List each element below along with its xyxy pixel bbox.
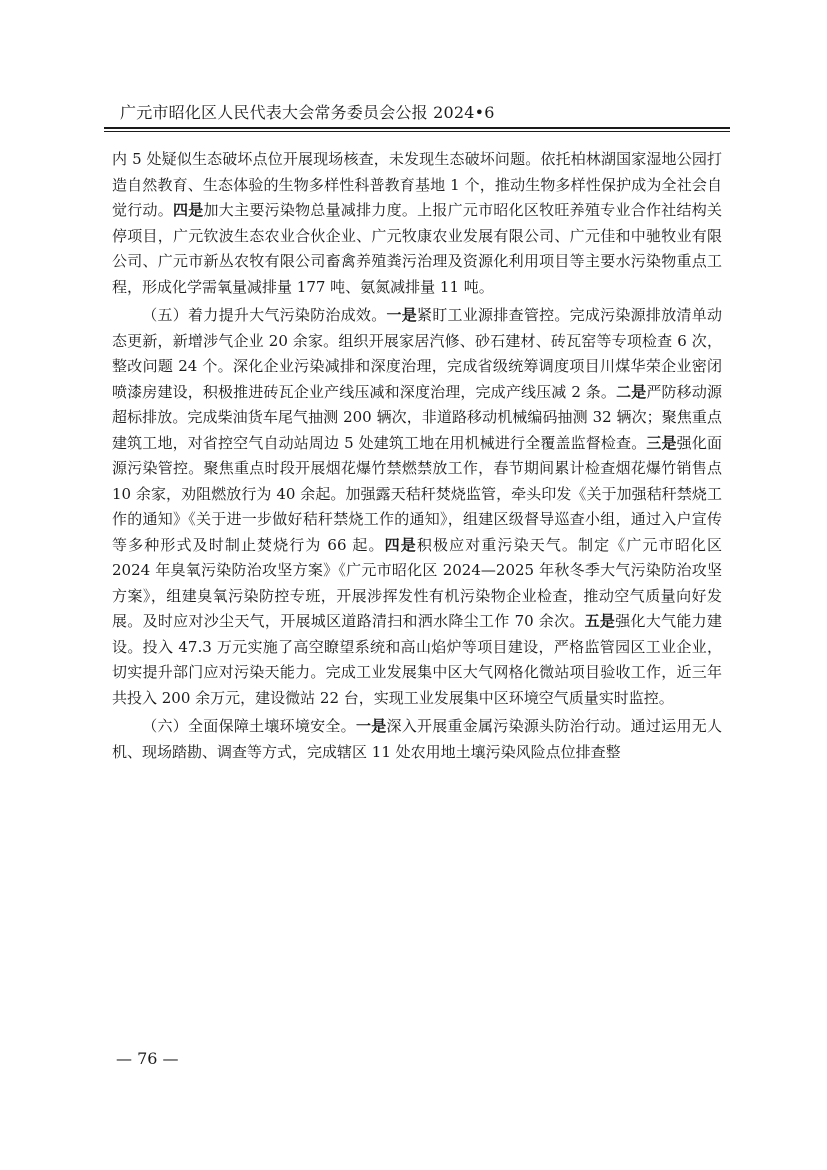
bold-marker-4: 四是 xyxy=(173,201,204,219)
text-segment: 严防移动源超标排放。完成柴油货车尾气抽测 200 辆次，非道路移动机械编码抽测 32 辆次；聚焦重点建筑工地，对省控空气自动站周边 5 处建筑工地在用机械进行全覆盖监督检查。 xyxy=(112,382,722,452)
page-header xyxy=(120,102,725,128)
text-segment: 内 5 处疑似生态破坏点位开展现场核查，未发现生态破坏问题。依托柏林湖国家湿地公园打造自然教育、生态体验的生物多样性科普教育基地 1 个，推动生物多样性保护成为全社会自觉行动。 xyxy=(112,150,722,219)
paragraph-section-6 xyxy=(112,714,722,765)
paragraph-continuation xyxy=(112,147,722,300)
text-segment: 加大主要污染物总量减排力度。上报广元市昭化区牧旺养殖专业合作社结构关停项目，广元钦波生态农业合伙企业、广元牧康农业发展有限公司、广元佳和中驰牧业有限公司、广元市新丛农牧有限公司畜禽养殖粪污治理及资源化利用项目等主要水污染物重点工程，形成化学需氧量减排量 177 吨、氨氮减排量 11 吨。 xyxy=(112,201,722,296)
text-segment: 积极应对重污染天气。制定《广元市昭化区 2024 年臭氧污染防治攻坚方案》《广元市昭化区 2024—2025 年秋冬季大气污染防治攻坚方案》，组建臭氧污染防控专班，开展涉挥发性有机污染物企业检查，推动空气质量向好发展。及时应对沙尘天气，开展城区道路清扫和洒水降尘工作 70 余次。 xyxy=(112,535,722,630)
page-number: — 76 — xyxy=(116,1049,179,1068)
section-heading-5: （五）着力提升大气污染防治成效。 xyxy=(142,306,387,324)
header-rule-thin xyxy=(104,131,730,132)
bold-marker-1: 一是 xyxy=(386,306,417,324)
bold-marker-3: 三是 xyxy=(646,433,677,452)
document-body xyxy=(112,147,722,765)
text-segment: 强化大气能力建设。投入 47.3 万元实施了高空瞭望系统和高山焰炉等项目建设，严格监管园区工业企业，切实提升部门应对污染天能力。完成工业发展集中区大气网格化微站项目验收工作，近三年共投入 200 余万元，建设微站 22 台，实现工业发展集中区环境空气质量实时监控。 xyxy=(112,612,722,707)
text-segment: 紧盯工业源排查管控。完成污染源排放清单动态更新，新增涉气企业 20 余家。组织开展家居汽修、砂石建材、砖瓦窑等专项检查 6 次，整改问题 24 个。深化企业污染减排和深度治理，完成省级统筹调度项目川煤华荣企业密闭喷漆房建设，积极推进砖瓦企业产线压减和深度治理，完成产线压减 2 条。 xyxy=(112,306,722,401)
text-segment: 深入开展重金属污染源头防治行动。通过运用无人机、现场踏勘、调查等方式，完成辖区 11 处农用地土壤污染风险点位排查整 xyxy=(112,717,722,761)
bold-marker-4: 四是 xyxy=(384,535,417,554)
section-heading-6: （六）全面保障土壤环境安全。 xyxy=(142,717,356,735)
bold-marker-1: 一是 xyxy=(355,717,387,735)
text-segment: 强化面源污染管控。聚焦重点时段开展烟花爆竹禁燃禁放工作，春节期间累计检查烟花爆竹销售点 10 余家，劝阻燃放行为 40 余起。加强露天秸秆焚烧监管，牵头印发《关于加强秸秆禁烧工作的通知》《关于进一步做好秸秆禁烧工作的通知》，组建区级督导巡查小组，通过入户宣传等多种形式及时制止焚烧行为 66 起。 xyxy=(112,433,722,554)
header-title: 广元市昭化区人民代表大会常务委员会公报 2024•6 xyxy=(120,103,495,122)
bold-marker-2: 二是 xyxy=(616,382,647,401)
bold-marker-5: 五是 xyxy=(584,612,616,630)
paragraph-section-5 xyxy=(112,303,722,711)
header-rule-thick xyxy=(104,127,730,129)
